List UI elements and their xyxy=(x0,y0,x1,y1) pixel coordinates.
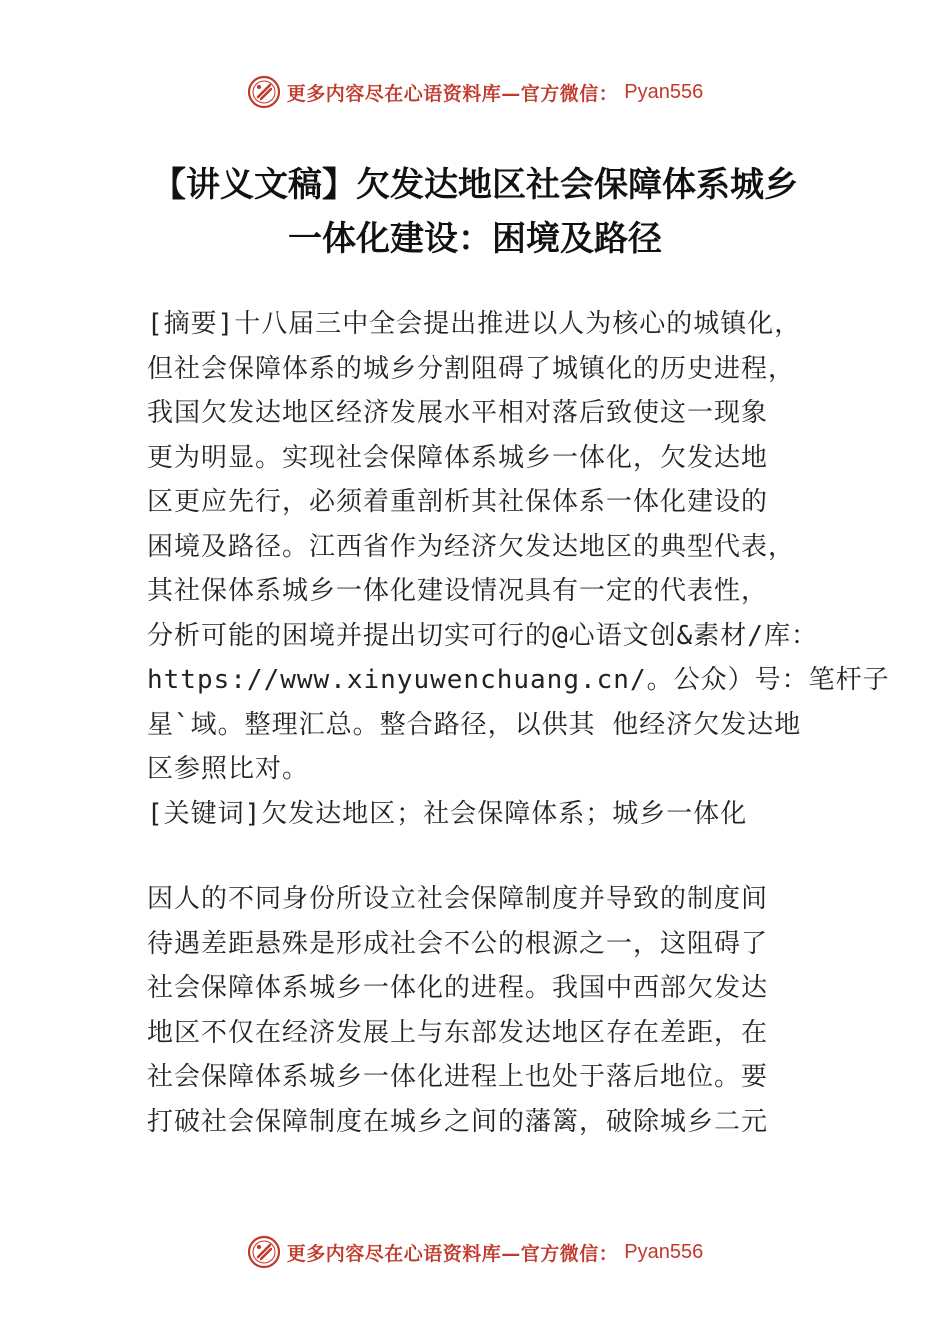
paragraph-line: 待遇差距悬殊是形成社会不公的根源之一，这阻碍了 xyxy=(147,928,769,959)
abstract-line: [摘要]十八届三中全会提出推进以人为核心的城镇化， xyxy=(147,309,802,339)
abstract-line: 星`域。整理汇总。整合路径，以供其 他经济欠发达地 xyxy=(147,709,802,740)
header-banner xyxy=(0,72,950,112)
abstract-line: 我国欠发达地区经济发展水平相对落后致使这一现象 xyxy=(147,398,769,428)
abstract-line: 但社会保障体系的城乡分割阻碍了城镇化的历史进程， xyxy=(147,353,796,384)
abstract-line: 困境及路径。江西省作为经济欠发达地区的典型代表， xyxy=(147,531,796,562)
abstract-block xyxy=(147,302,890,836)
paragraph-line: 社会保障体系城乡一体化进程上也处于落后地位。要 xyxy=(147,1062,769,1092)
paragraph-line: 社会保障体系城乡一体化的进程。我国中西部欠发达 xyxy=(147,973,769,1003)
title-line: 【讲义文稿】欠发达地区社会保障体系城乡 xyxy=(152,165,798,205)
paragraph-line: 打破社会保障制度在城乡之间的藩篱，破除城乡二元 xyxy=(147,1106,769,1137)
abstract-line: 分析可能的困境并提出切实可行的@心语文创&素材/库： xyxy=(147,620,818,651)
footer-banner xyxy=(0,1232,950,1272)
header-wechat-id: Pyan556 xyxy=(624,80,704,103)
abstract-line: 区参照比对。 xyxy=(147,754,310,784)
keywords-line: [关键词]欠发达地区；社会保障体系；城乡一体化 xyxy=(147,798,748,829)
abstract-link-line: https://www.xinyuwenchuang.cn/。公众）号：笔杆子 xyxy=(147,665,890,695)
paragraph-line: 地区不仅在经济发展上与东部发达地区存在差距，在 xyxy=(147,1017,769,1048)
stamp-logo-icon xyxy=(247,1235,281,1269)
abstract-line: 其社保体系城乡一体化建设情况具有一定的代表性， xyxy=(147,576,769,606)
stamp-logo-icon xyxy=(247,75,281,109)
document-title xyxy=(60,158,890,266)
header-slogan: 更多内容尽在心语资料库—官方微信： xyxy=(286,82,619,105)
body-paragraph xyxy=(147,877,847,1144)
paragraph-line: 因人的不同身份所设立社会保障制度并导致的制度间 xyxy=(147,884,769,914)
footer-slogan: 更多内容尽在心语资料库—官方微信： xyxy=(286,1242,619,1265)
title-line: 一体化建设：困境及路径 xyxy=(288,219,662,259)
abstract-line: 区更应先行，必须着重剖析其社保体系一体化建设的 xyxy=(147,487,769,517)
abstract-line: 更为明显。实现社会保障体系城乡一体化，欠发达地 xyxy=(147,442,769,473)
footer-wechat-id: Pyan556 xyxy=(624,1240,704,1263)
